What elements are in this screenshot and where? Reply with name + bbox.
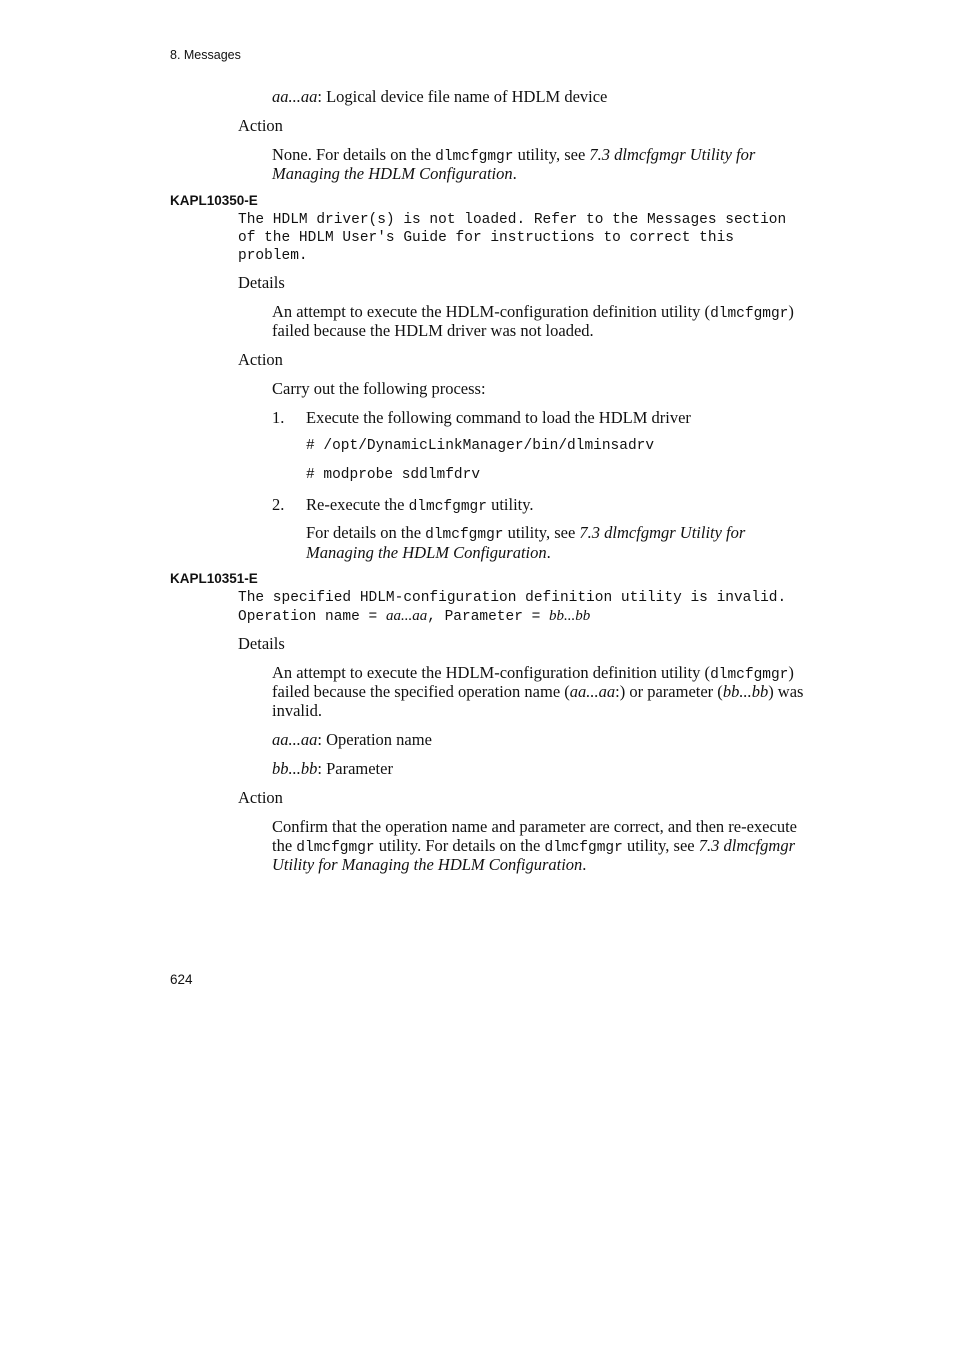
step-detail: For details on the dlmcfgmgr utility, see 7.3 dlmcfgmgr Utility for [306,523,746,543]
action-label: Action [238,788,283,807]
details-text-cont: failed because the HDLM driver was not loaded. [272,321,594,340]
bb-definition: bb...bb: Parameter [272,759,393,778]
command-line: # /opt/DynamicLinkManager/bin/dlminsadrv [306,438,655,454]
action-intro: Carry out the following process: [272,379,486,398]
details-text: An attempt to execute the HDLM-configuration definition utility (dlmcfgmgr) [272,663,794,683]
details-text-cont: invalid. [272,701,322,720]
action-label: Action [238,350,283,369]
running-head: 8. Messages [170,48,241,62]
aa-definition: aa...aa: Operation name [272,730,432,749]
details-label: Details [238,273,285,292]
message-id: KAPL10350-E [170,193,258,208]
action-text: Confirm that the operation name and parameter are correct, and then re-execute [272,817,797,836]
action-text-cont: Managing the HDLM Configuration. [272,164,517,183]
action-text-cont: Utility for Managing the HDLM Configuration. [272,855,587,874]
page-number: 624 [170,972,193,987]
action-text-cont: the dlmcfgmgr utility. For details on the dlmcfgmgr utility, see 7.3 dlmcfgmgr [272,836,795,856]
step-detail-cont: Managing the HDLM Configuration. [306,543,551,562]
details-text-cont: failed because the specified operation name (aa...aa:) or parameter (bb...bb) was [272,682,804,701]
message-text-line: Operation name = aa...aa, Parameter = bb...bb [238,608,591,625]
command-line: # modprobe sddlmfdrv [306,467,481,483]
message-id: KAPL10351-E [170,571,258,586]
step-text: Re-execute the dlmcfgmgr utility. [306,495,534,515]
message-text-line: problem. [238,248,308,264]
step-number: 2. [272,495,285,514]
aa-definition: aa...aa: Logical device file name of HDLM device [272,87,608,106]
action-label: Action [238,116,283,135]
details-label: Details [238,634,285,653]
message-text-line: The specified HDLM-configuration definition utility is invalid. [238,590,787,606]
step-number: 1. [272,408,285,427]
message-text-line: of the HDLM User's Guide for instructions to correct this [238,230,734,246]
step-text: Execute the following command to load the HDLM driver [306,408,691,427]
action-text: None. For details on the dlmcfgmgr utility, see 7.3 dlmcfgmgr Utility for [272,145,756,165]
details-text: An attempt to execute the HDLM-configuration definition utility (dlmcfgmgr) [272,302,794,322]
message-text-line: The HDLM driver(s) is not loaded. Refer to the Messages section [238,212,787,228]
